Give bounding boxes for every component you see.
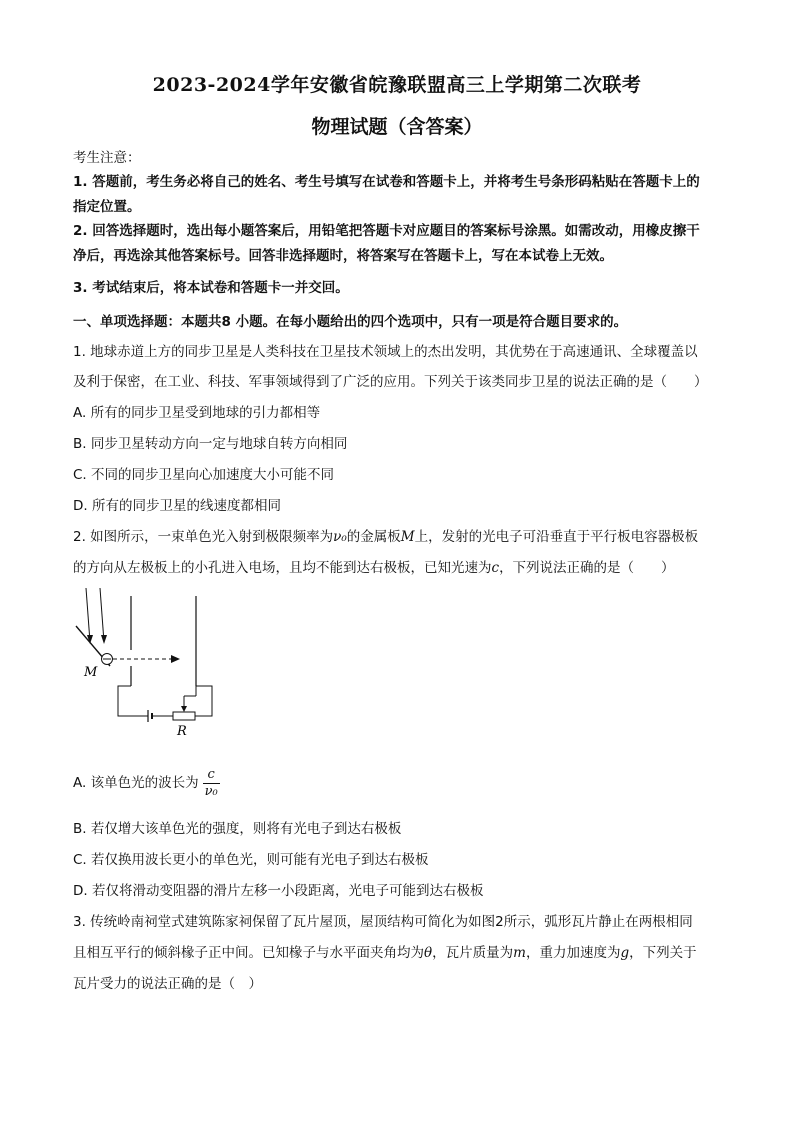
light-ray-1 bbox=[86, 588, 90, 642]
q2-text-1a: 2. 如图所示，一束单色光入射到极限频率为 bbox=[73, 529, 334, 545]
light-ray-2 bbox=[100, 588, 104, 642]
q2-M: M bbox=[400, 529, 415, 545]
q3-text-2b: ，瓦片质量为 bbox=[432, 945, 514, 961]
fraction-numerator: c bbox=[203, 767, 220, 784]
q2-option-a-text: A. 该单色光的波长为 bbox=[73, 775, 199, 791]
exam-title: 2023-2024学年安徽省皖豫联盟高三上学期第二次联考 bbox=[152, 74, 642, 96]
exam-subtitle: 物理试题（含答案） bbox=[311, 116, 483, 138]
q3-stem-line-2 bbox=[73, 944, 733, 962]
q1-option-a: A. 所有的同步卫星受到地球的引力都相等 bbox=[73, 405, 321, 421]
q3-text-2a: 且相互平行的倾斜椽子正中间。已知椽子与水平面夹角均为 bbox=[73, 945, 424, 961]
q1-option-c: C. 不同的同步卫星向心加速度大小可能不同 bbox=[73, 467, 335, 483]
rheostat-icon bbox=[173, 712, 195, 720]
notice-item-3: 3. 考试结束后，将本试卷和答题卡一并交回。 bbox=[73, 280, 349, 296]
q2-stem-line-1 bbox=[73, 528, 733, 546]
q3-theta: θ bbox=[424, 945, 433, 961]
q2-option-d: D. 若仅将滑动变阻器的滑片左移一小段距离，光电子可能到达右极板 bbox=[73, 883, 484, 899]
q3-text-2d: ，下列关于 bbox=[629, 945, 697, 961]
light-ray-2-arrow bbox=[101, 635, 107, 644]
wire-right bbox=[195, 686, 212, 716]
notice-item-1-line-2: 指定位置。 bbox=[73, 199, 141, 215]
figure-label-r: R bbox=[177, 724, 187, 738]
q2-option-b: B. 若仅增大该单色光的强度，则将有光电子到达右极板 bbox=[73, 821, 402, 837]
q1-option-b: B. 同步卫星转动方向一定与地球自转方向相同 bbox=[73, 436, 348, 452]
q1-option-d: D. 所有的同步卫星的线速度都相同 bbox=[73, 498, 281, 514]
figure-label-m: M bbox=[84, 665, 98, 680]
q2-nu0: ν₀ bbox=[333, 529, 347, 545]
q2-text-2b: ，下列说法正确的是（ ） bbox=[499, 560, 675, 576]
q2-c: c bbox=[491, 560, 500, 576]
q2-stem-line-2 bbox=[73, 559, 733, 577]
notice-item-1-line-1: 1. 答题前，考生务必将自己的姓名、考生号填写在试卷和答题卡上，并将考生号条形码粘贴在答题卡上的 bbox=[73, 174, 700, 190]
notice-item-2-line-2: 净后，再选涂其他答案标号。回答非选择题时，将答案写在答题卡上，写在本试卷上无效。 bbox=[73, 248, 613, 264]
q3-g: g bbox=[620, 945, 630, 961]
q2-circuit-figure bbox=[70, 588, 230, 738]
fraction-denominator: ν₀ bbox=[204, 783, 218, 799]
q2-text-1b: 的金属板 bbox=[346, 529, 401, 545]
q1-stem-line-1: 1. 地球赤道上方的同步卫星是人类科技在卫星技术领域上的杰出发明，其优势在于高速通讯、全球覆盖以 bbox=[73, 344, 698, 360]
wavelength-fraction bbox=[203, 767, 220, 800]
q2-text-2a: 的方向从左极板上的小孔进入电场，且均不能到达右极板，已知光速为 bbox=[73, 560, 492, 576]
q3-stem-line-1: 3. 传统岭南祠堂式建筑陈家祠保留了瓦片屋顶，屋顶结构可简化为如图2所示，弧形瓦片静止在两根相同 bbox=[73, 914, 693, 930]
q2-option-c: C. 若仅换用波长更小的单色光，则可能有光电子到达右极板 bbox=[73, 852, 429, 868]
q1-stem-line-2: 及利于保密，在工业、科技、军事领域得到了广泛的应用。下列关于该类同步卫星的说法正确的是（ ） bbox=[73, 374, 708, 390]
section-1-heading: 一、单项选择题：本题共8 小题。在每小题给出的四个选项中，只有一项是符合题目要求的。 bbox=[73, 314, 628, 330]
q3-text-2c: ，重力加速度为 bbox=[525, 945, 621, 961]
q3-stem-line-3: 瓦片受力的说法正确的是（ ） bbox=[73, 976, 262, 992]
q3-m: m bbox=[513, 945, 526, 961]
electron-path-arrow bbox=[171, 655, 180, 663]
notice-heading: 考生注意： bbox=[73, 150, 141, 166]
notice-item-2-line-1: 2. 回答选择题时，选出每小题答案后，用铅笔把答题卡对应题目的答案标号涂黑。如需改动，用橡皮擦干 bbox=[73, 223, 700, 239]
wire-left bbox=[118, 686, 148, 716]
q2-option-a bbox=[73, 765, 733, 801]
q2-text-1c: 上，发射的光电子可沿垂直于平行板电容器极板 bbox=[414, 529, 699, 545]
